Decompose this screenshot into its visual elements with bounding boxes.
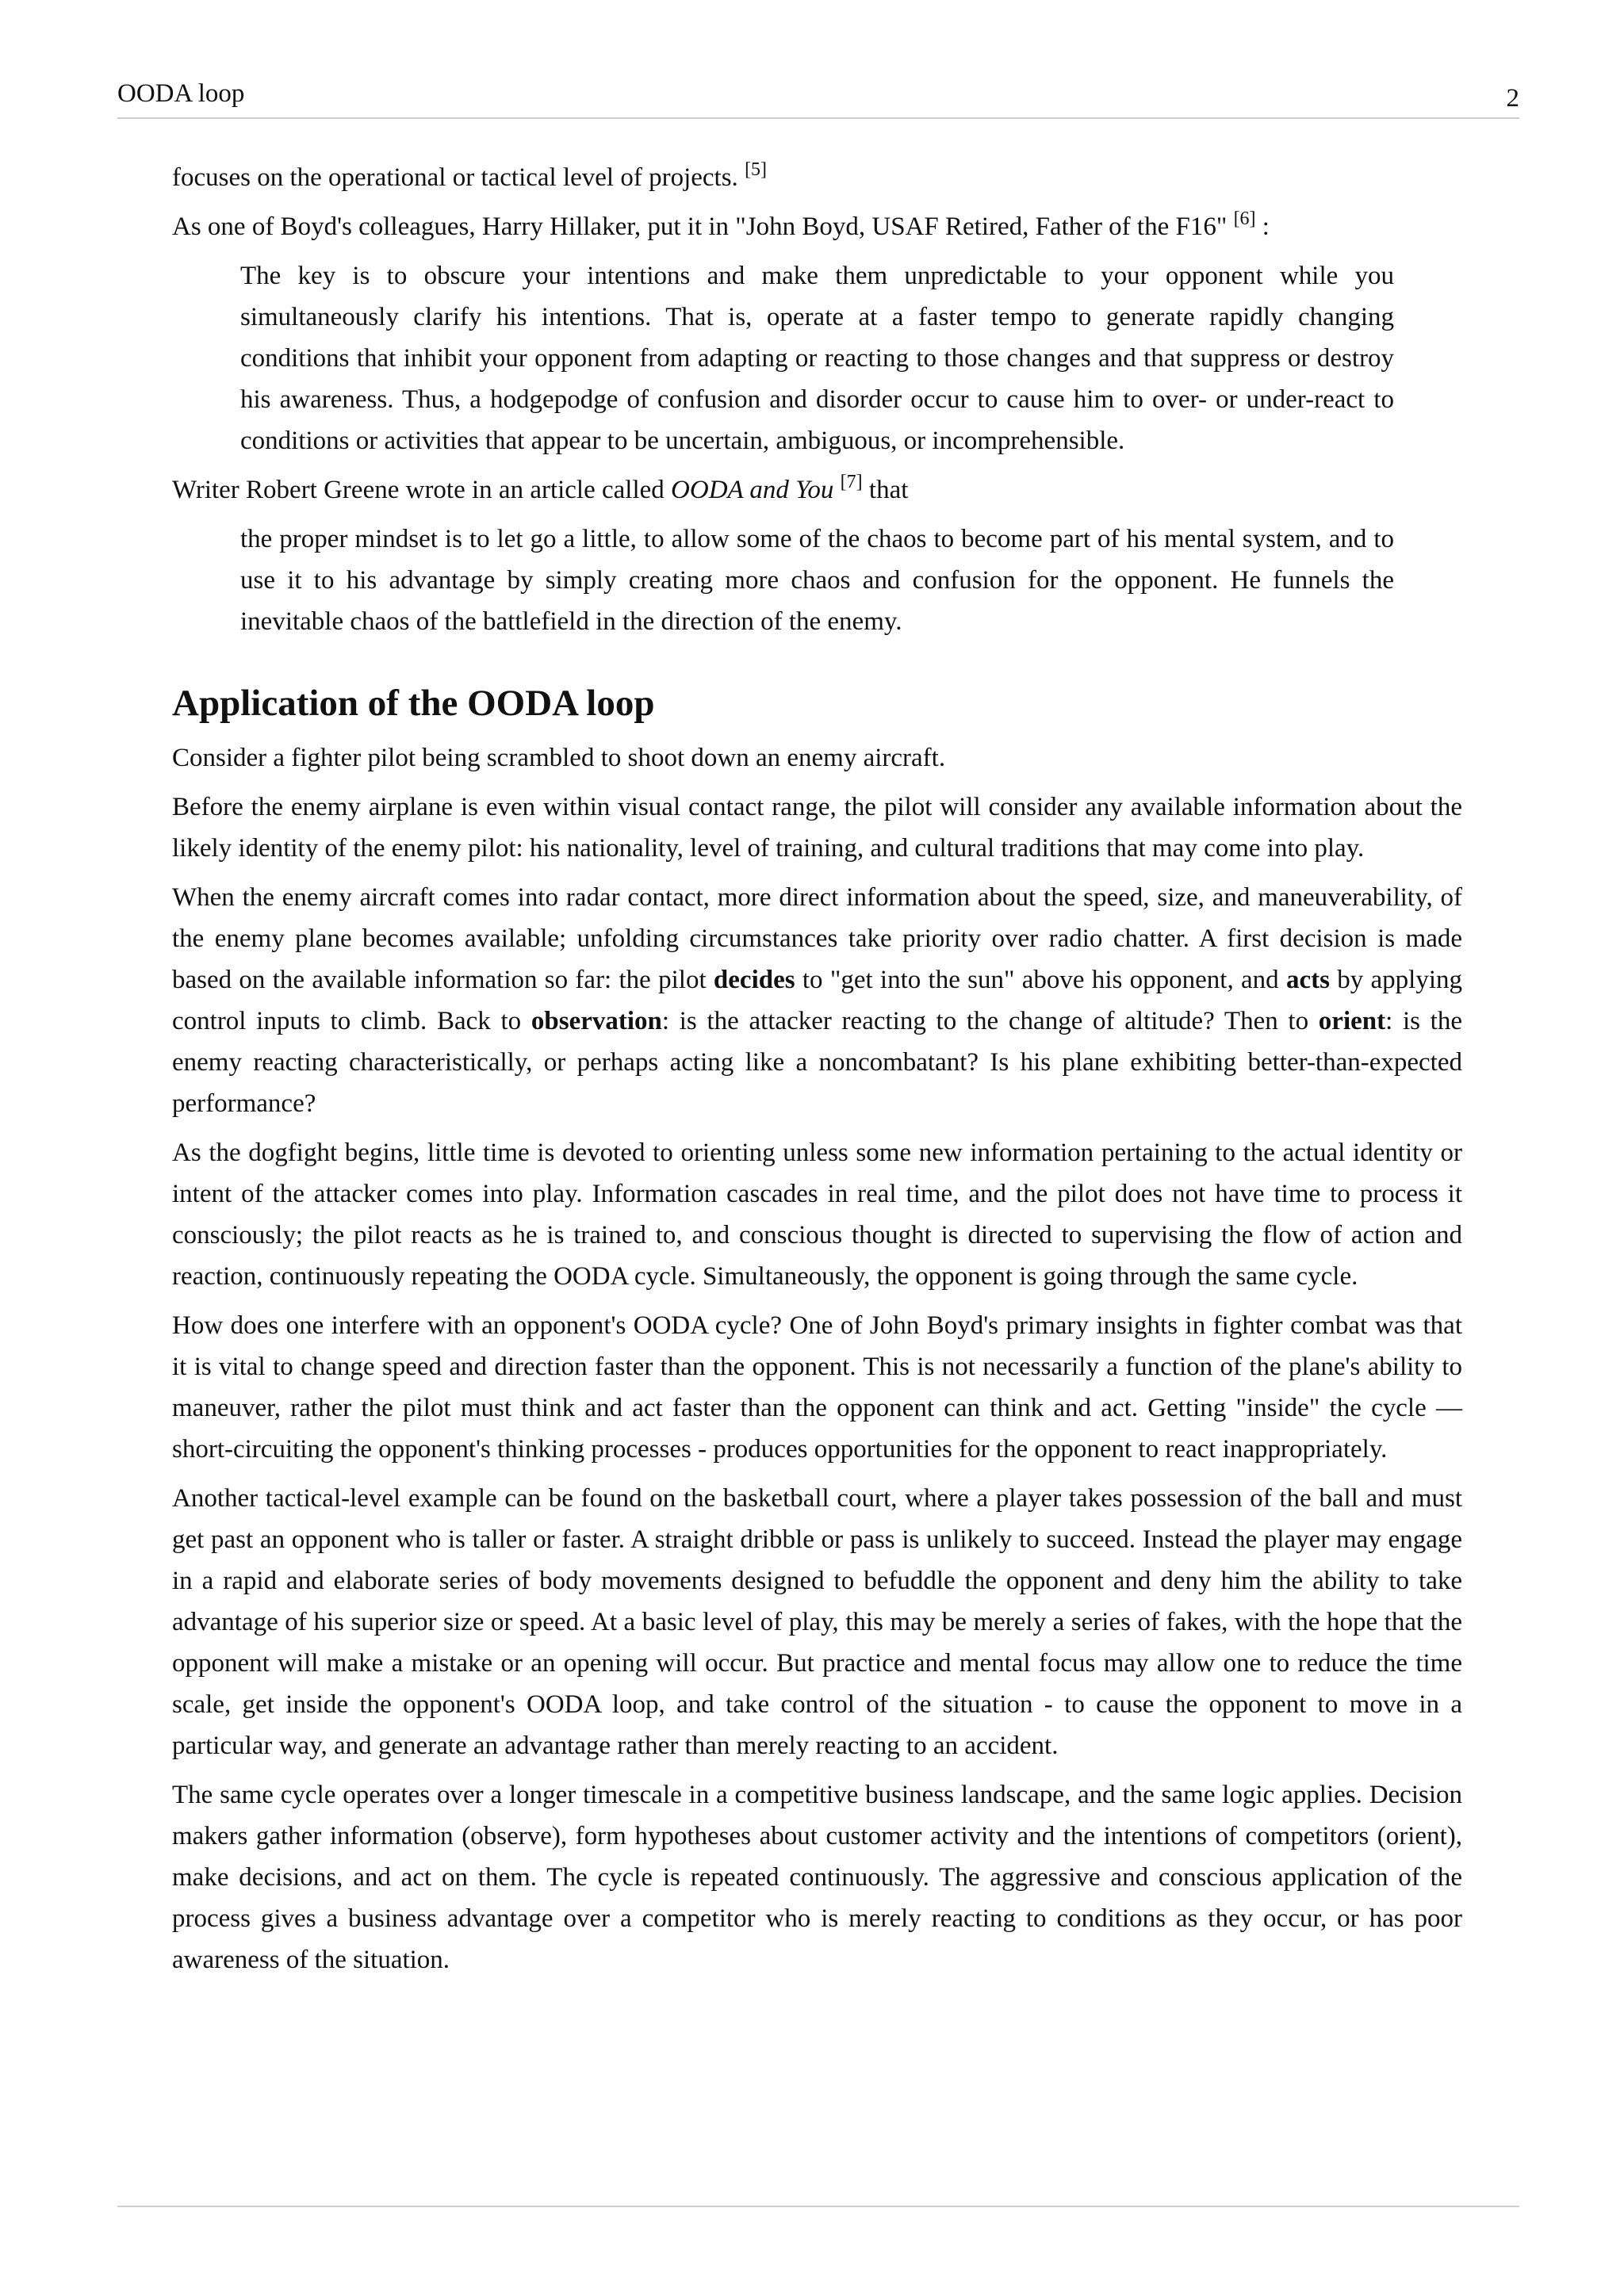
paragraph-text: Writer Robert Greene wrote in an article called: [172, 476, 672, 504]
text-segment: When the enemy aircraft comes into radar contact, more direct information about the speed, size, and maneuverability, of the enemy plane becomes available; unfolding circumstances take priority over radio chatter. A first decision is made based on the available information so far: the pilot: [172, 883, 1462, 994]
paragraph-radar-contact: [172, 877, 1462, 1124]
paragraph-greene-intro: [172, 469, 1462, 511]
paragraph-text: As one of Boyd's colleagues, Harry Hillaker, put it in "John Boyd, USAF Retired, Father of the F16": [172, 212, 1234, 241]
article-title: OODA and You: [671, 476, 834, 504]
paragraph-business: The same cycle operates over a longer timescale in a competitive business landscape, and the same logic applies. Decision makers gather information (observe), form hypotheses about customer activity and the intentions of competitors (orient), make decisions, and act on them. The cycle is repeated continuously. The aggressive and conscious application of the process gives a business advantage over a competitor who is merely reacting to conditions as they occur, or has poor awareness of the situation.: [172, 1781, 1462, 1974]
page-number: 2: [1506, 84, 1519, 113]
text-segment: : is the attacker reacting to the change of altitude? Then to: [661, 1007, 1319, 1035]
page-header: [117, 76, 1519, 119]
paragraph-text-tail: that: [862, 476, 909, 504]
paragraph-basketball: Another tactical-level example can be found on the basketball court, where a player takes possession of the ball and must get past an opponent who is taller or faster. A straight dribble or pass is unlikely to succeed. Instead the player may engage in a rapid and elaborate series of body movements designed to befuddle the opponent and deny him the ability to take advantage of his superior size or speed. At a basic level of play, this may be merely a series of fakes, with the hope that the opponent will make a mistake or an opening will occur. But practice and mental focus may allow one to reduce the time scale, get inside the opponent's OODA loop, and take control of the situation - to cause the opponent to move in a particular way, and generate an advantage rather than merely reacting to an accident.: [172, 1484, 1462, 1760]
quote-hillaker: The key is to obscure your intentions and make them unpredictable to your opponent while you simultaneously clarify his intentions. That is, operate at a faster tempo to generate rapidly changing conditions that inhibit your opponent from adapting or reacting to those changes and that suppress or destroy his awareness. Thus, a hodgepodge of confusion and disorder occur to cause him to over- or under-react to conditions or activities that appear to be uncertain, ambiguous, or incomprehensible.: [240, 262, 1394, 455]
running-title: OODA loop: [117, 79, 245, 108]
bold-term-observation: observation: [530, 1007, 662, 1035]
reference-link-6[interactable]: [6]: [1233, 209, 1256, 229]
paragraph-text-tail: :: [1255, 212, 1270, 241]
paragraph-text: focuses on the operational or tactical level of projects.: [172, 163, 745, 192]
paragraph-dogfight: As the dogfight begins, little time is devoted to orienting unless some new information pertaining to the actual identity or intent of the attacker comes into play. Information cascades in real time, and the pilot does not have time to process it consciously; the pilot reacts as he is trained to, and conscious thought is directed to supervising the flow of action and reaction, continuously repeating the OODA cycle. Simultaneously, the opponent is going through the same cycle.: [172, 1138, 1462, 1291]
paragraph-before-contact: Before the enemy airplane is even within visual contact range, the pilot will consider any available information about the likely identity of the enemy pilot: his nationality, level of training, and cultural traditions that may come into play.: [172, 793, 1462, 863]
section-heading: Application of the OODA loop: [172, 683, 655, 724]
quote-greene: the proper mindset is to let go a little, to allow some of the chaos to become part of his mental system, and to use it to his advantage by simply creating more chaos and confusion for the opponent. He funnels the inevitable chaos of the battlefield in the direction of the enemy.: [240, 525, 1394, 636]
paragraph-hillaker-intro: [172, 206, 1462, 247]
footer-rule: [117, 2206, 1519, 2207]
bold-term-orient: orient: [1318, 1007, 1386, 1035]
paragraph-fighter-pilot: Consider a fighter pilot being scrambled to shoot down an enemy aircraft.: [172, 744, 946, 772]
article-body: [172, 157, 1462, 1988]
paragraph-continuation: [172, 157, 1462, 198]
text-segment: by applying control inputs to climb. Back to: [172, 966, 1463, 1035]
paragraph-interfere: How does one interfere with an opponent's OODA cycle? One of John Boyd's primary insights in fighter combat was that it is vital to change speed and direction faster than the opponent. This is not necessarily a function of the plane's ability to maneuver, rather the pilot must think and act faster than the opponent can think and act. Getting "inside" the cycle — short-circuiting the opponent's thinking processes - produces opportunities for the opponent to react inappropriately.: [172, 1311, 1462, 1464]
reference-link-7[interactable]: [7]: [840, 472, 863, 492]
bold-term-decides: decides: [713, 966, 795, 994]
text-segment: : is the enemy reacting characteristically, or perhaps acting like a noncombatant? Is his plane exhibiting better-than-expected performance?: [172, 1007, 1462, 1118]
text-segment: to "get into the sun" above his opponent, and: [795, 966, 1286, 994]
reference-link-5[interactable]: [5]: [745, 159, 768, 180]
bold-term-acts: acts: [1285, 966, 1330, 994]
